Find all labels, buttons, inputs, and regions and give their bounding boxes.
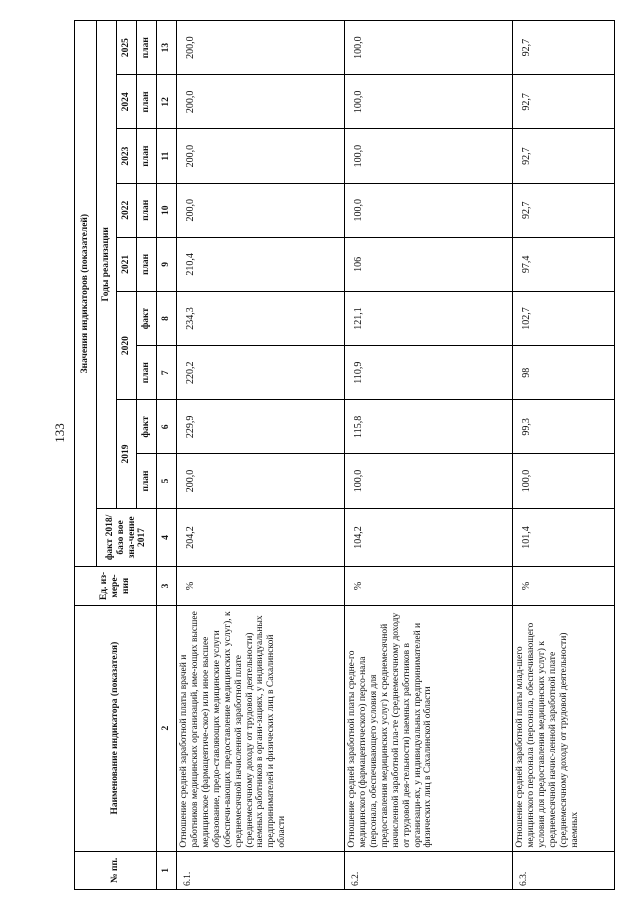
header-name: Наименование индикатора (показателя) [75, 605, 157, 851]
header-year-2021: 2021 [117, 237, 137, 291]
row-value: 92,7 [513, 21, 615, 75]
row-unit: % [513, 567, 615, 605]
col-number: 9 [157, 237, 177, 291]
row-index: 6.1. [177, 851, 345, 889]
col-number: 7 [157, 346, 177, 400]
header-year-2023: 2023 [117, 129, 137, 183]
row-value: 115,8 [345, 400, 513, 454]
row-value: 229,9 [177, 400, 345, 454]
col-number: 1 [157, 851, 177, 889]
header-plan-2020: план [137, 346, 157, 400]
col-number: 10 [157, 183, 177, 237]
col-number: 5 [157, 454, 177, 508]
table-row [513, 21, 615, 890]
col-number: 2 [157, 605, 177, 851]
header-plan-2022: план [137, 183, 157, 237]
header-year-2024: 2024 [117, 75, 137, 129]
row-value: 101,4 [513, 508, 615, 567]
header-values: Значения индикаторов (показателей) [75, 21, 97, 567]
row-value: 200,0 [177, 21, 345, 75]
row-value: 99,3 [513, 400, 615, 454]
row-unit: % [345, 567, 513, 605]
row-value: 92,7 [513, 129, 615, 183]
header-year-2022: 2022 [117, 183, 137, 237]
header-plan-2023: план [137, 129, 157, 183]
row-value: 92,7 [513, 75, 615, 129]
row-value: 100,0 [345, 129, 513, 183]
row-value: 200,0 [177, 183, 345, 237]
header-year-2019: 2019 [117, 400, 137, 508]
row-value: 102,7 [513, 291, 615, 345]
row-value: 210,4 [177, 237, 345, 291]
header-plan-2019: план [137, 454, 157, 508]
header-fact-2019: факт [137, 400, 157, 454]
page-number: 133 [51, 423, 67, 443]
col-number: 6 [157, 400, 177, 454]
row-index: 6.2. [345, 851, 513, 889]
col-number: 13 [157, 21, 177, 75]
header-plan-2024: план [137, 75, 157, 129]
col-number: 8 [157, 291, 177, 345]
table-row [177, 21, 345, 890]
row-value: 98 [513, 346, 615, 400]
indicators-table [74, 20, 615, 890]
row-value: 92,7 [513, 183, 615, 237]
row-name: Отношение средней заработной платы врачей и работников медицинских организаций, име-ющих высшее медицинское (фармацевтиче-ское) или иное высшее образование, предо-ставляющих медицинские услуги (обеспечи-вающих предоставление медицинских услуг), к среднемесячной начисленной заработной плате (среднемесячному доходу от трудовой деятельности) наемных работников в органи-зациях, у индивидуальных предпринимателей и физических лиц в Сахалинской области [177, 605, 345, 851]
row-value: 110,9 [345, 346, 513, 400]
row-value: 234,3 [177, 291, 345, 345]
row-unit: % [177, 567, 345, 605]
column-number-row [157, 21, 177, 890]
header-year-2020: 2020 [117, 291, 137, 399]
col-number: 4 [157, 508, 177, 567]
row-value: 100,0 [345, 183, 513, 237]
header-base: факт 2018/базо вое зна-чение 2017 [97, 508, 157, 567]
row-value: 100,0 [345, 21, 513, 75]
row-value: 204,2 [177, 508, 345, 567]
col-number: 12 [157, 75, 177, 129]
row-name: Отношение средней заработной платы средне-го медицинского (фармацевтического) персо-нала (персонала, обеспечивающего условия для предоставления медицинских услуг) к среднемесячной начисленной заработной пла-те (среднемесячному доходу от трудовой дея-тельности) наемных работников в организаци-ях, у индивидуальных предпринимателей и физических лиц в Сахалинской области [345, 605, 513, 851]
table-row [345, 21, 513, 890]
row-value: 100,0 [345, 454, 513, 508]
col-number: 3 [157, 567, 177, 605]
header-years: Годы реализации [97, 21, 117, 509]
row-value: 200,0 [177, 454, 345, 508]
row-value: 97,4 [513, 237, 615, 291]
header-plan-2025: план [137, 21, 157, 75]
row-value: 106 [345, 237, 513, 291]
row-value: 104,2 [345, 508, 513, 567]
header-year-2025: 2025 [117, 21, 137, 75]
row-value: 200,0 [177, 75, 345, 129]
row-index: 6.3. [513, 851, 615, 889]
row-name: Отношение средней заработной платы млад-шего медицинского персонала (персонала, обеспечивающего условия для предоставления медицинских услуг) к среднемесячной начис-ленной заработной плате (среднемесячному доходу от трудовой деятельности) наемных [513, 605, 615, 851]
header-no: № пп. [75, 851, 157, 889]
header-fact-2020: факт [137, 291, 157, 345]
row-value: 220,2 [177, 346, 345, 400]
row-value: 100,0 [345, 75, 513, 129]
row-value: 121,1 [345, 291, 513, 345]
row-value: 200,0 [177, 129, 345, 183]
header-plan-2021: план [137, 237, 157, 291]
header-unit: Ед. из-мере-ния [75, 567, 157, 605]
row-value: 100,0 [513, 454, 615, 508]
rotated-table-container [74, 20, 614, 890]
col-number: 11 [157, 129, 177, 183]
